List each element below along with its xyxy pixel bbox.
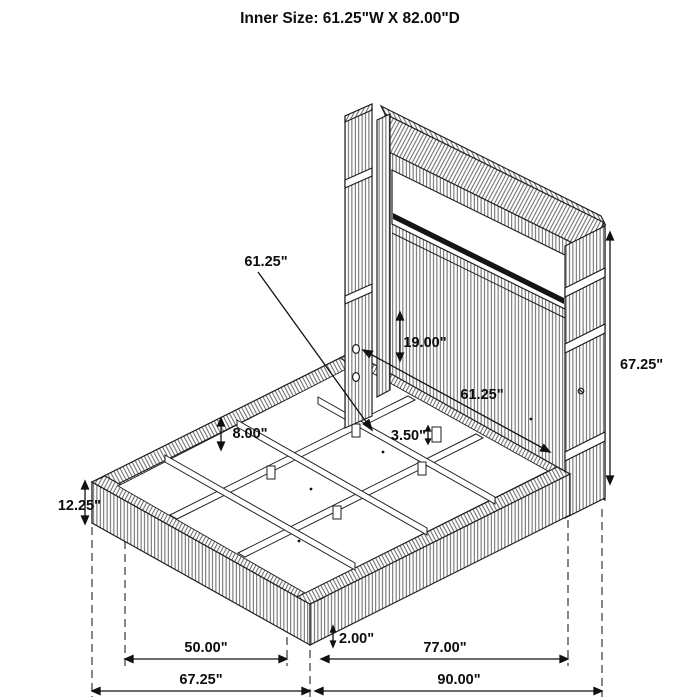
dim-label-outer-width: 67.25": [179, 672, 223, 688]
dim-label-slat-gap: 8.00": [232, 426, 268, 442]
dim-label-platform-height: 12.25": [57, 498, 101, 514]
dim-label-headboard-height: 67.25": [620, 357, 664, 373]
dim-label-outer-depth: 90.00": [437, 672, 481, 688]
dim-label-base-recess: 2.00": [339, 631, 375, 647]
dim-label-bottom-inner-depth: 77.00": [423, 640, 467, 656]
dim-label-headboard-panel: 19.00": [403, 335, 447, 351]
panel-left-edge: [377, 114, 390, 397]
dim-label-leg-height: 3.50": [390, 428, 426, 444]
dim-label-bottom-inner-width: 50.00": [184, 640, 228, 656]
dim-label-slat-length: 61.25": [244, 254, 288, 270]
diagram-title: Inner Size: 61.25"W X 82.00"D: [240, 10, 460, 27]
dim-label-inner-width: 61.25": [460, 387, 504, 403]
headboard-right-post: [565, 226, 605, 518]
headboard-left-post: [345, 104, 390, 428]
